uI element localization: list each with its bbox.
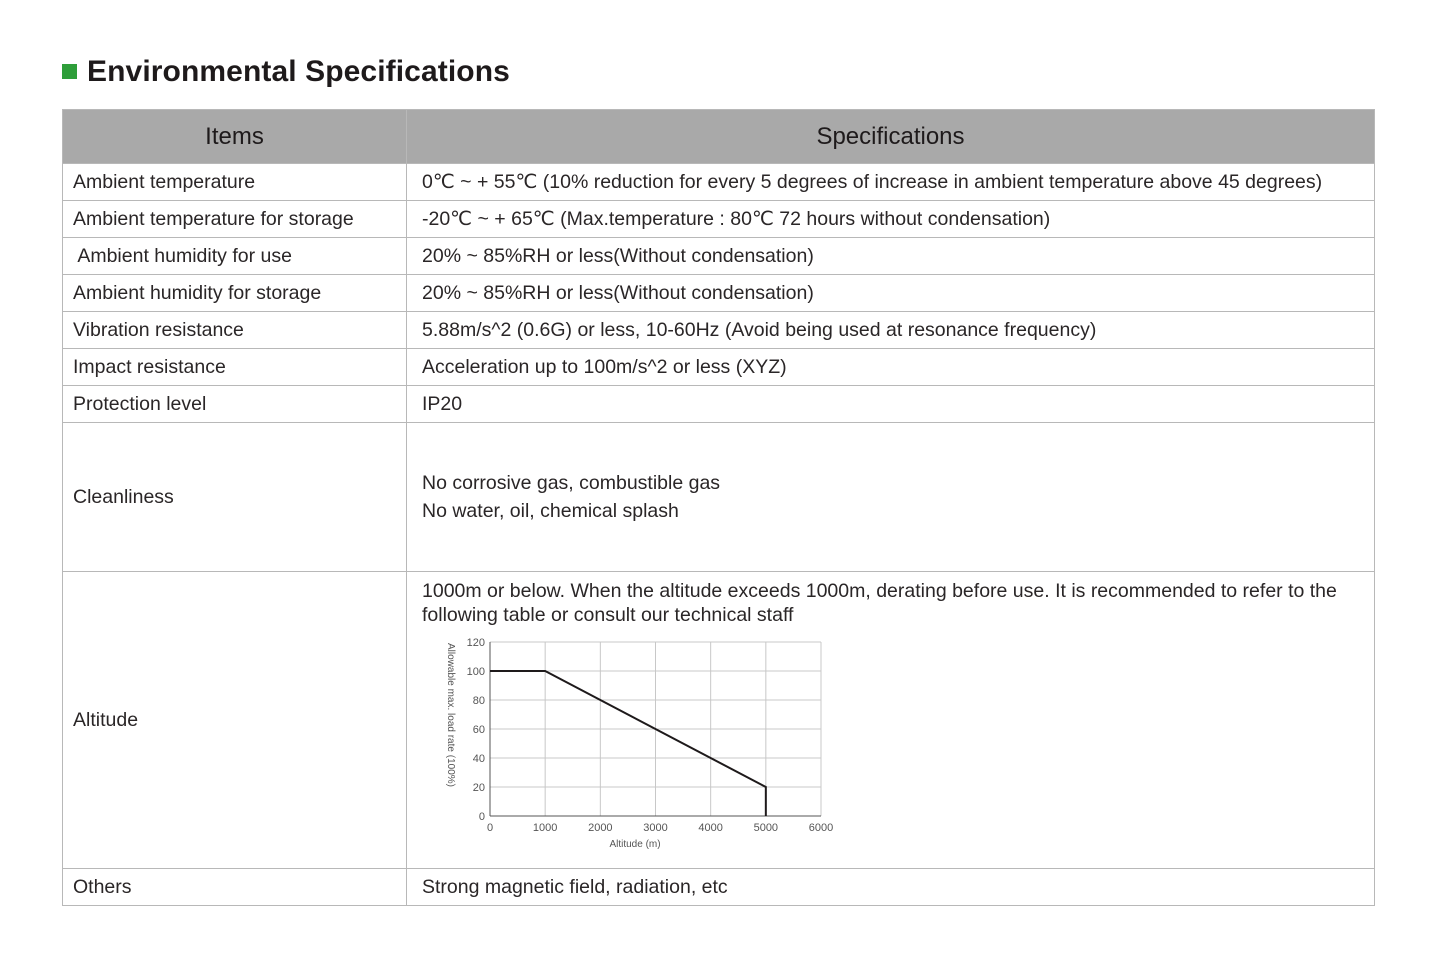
header-items: Items xyxy=(63,110,407,164)
x-tick-label: 3000 xyxy=(643,822,668,834)
green-square-icon xyxy=(62,64,77,79)
table-header-row xyxy=(63,110,1375,164)
row-item-label: Others xyxy=(63,869,407,906)
table-row xyxy=(63,869,1375,906)
x-tick-label: 0 xyxy=(486,822,494,834)
altitude-description: 1000m or below. When the altitude exceeds 1000m, derating before use. It is recommended to refer to the following table or consult our technical staff xyxy=(422,580,1337,626)
x-tick-label: 5000 xyxy=(753,822,779,834)
table-row xyxy=(63,238,1375,275)
row-spec-value: 20% ~ 85%RH or less(Without condensation) xyxy=(407,275,1375,312)
section-title xyxy=(62,52,510,92)
y-tick-label: 40 xyxy=(472,753,485,765)
row-spec-value xyxy=(407,423,1375,572)
y-tick-label: 100 xyxy=(466,666,485,678)
table-row-cleanliness xyxy=(63,423,1375,572)
y-tick-label: 60 xyxy=(472,724,485,736)
y-axis-label: Allowable max. load rate (100%) xyxy=(445,643,456,787)
row-spec-value: Acceleration up to 100m/s^2 or less (XYZ) xyxy=(407,349,1375,386)
table-row xyxy=(63,312,1375,349)
x-tick-label: 4000 xyxy=(698,822,723,834)
table-row xyxy=(63,275,1375,312)
y-tick-label: 0 xyxy=(478,811,485,823)
row-spec-value: 5.88m/s^2 (0.6G) or less, 10-60Hz (Avoid being used at resonance frequency) xyxy=(407,312,1375,349)
row-spec-value: 0℃ ~ + 55℃ (10% reduction for every 5 degrees of increase in ambient temperature above 45 degrees) xyxy=(407,164,1375,201)
table-row xyxy=(63,386,1375,423)
x-tick-label: 6000 xyxy=(808,822,834,834)
chart-svg xyxy=(422,632,834,854)
table-row-altitude xyxy=(63,572,1375,869)
row-spec-value xyxy=(407,572,1375,869)
y-tick-label: 120 xyxy=(466,637,485,649)
table-row xyxy=(63,349,1375,386)
row-item-label: Vibration resistance xyxy=(63,312,407,349)
page-title: Environmental Specifications xyxy=(87,55,510,88)
cleanliness-line: No water, oil, chemical splash xyxy=(422,500,679,522)
spec-table xyxy=(62,109,1375,906)
altitude-derating-chart xyxy=(422,632,834,854)
row-item-label: Impact resistance xyxy=(63,349,407,386)
row-item-label: Ambient humidity for use xyxy=(63,238,407,275)
x-tick-label: 2000 xyxy=(588,822,613,834)
row-spec-value: IP20 xyxy=(407,386,1375,423)
row-spec-value: 20% ~ 85%RH or less(Without condensation) xyxy=(407,238,1375,275)
row-item-label: Ambient temperature xyxy=(63,164,407,201)
y-tick-label: 20 xyxy=(472,782,485,794)
x-axis-label: Altitude (m) xyxy=(609,839,661,850)
table-row xyxy=(63,164,1375,201)
row-spec-value: Strong magnetic field, radiation, etc xyxy=(407,869,1375,906)
row-item-label: Ambient temperature for storage xyxy=(63,201,407,238)
row-item-label: Altitude xyxy=(63,572,407,869)
row-item-label: Ambient humidity for storage xyxy=(63,275,407,312)
y-tick-label: 80 xyxy=(472,695,485,707)
header-specifications: Specifications xyxy=(407,110,1375,164)
row-item-label: Cleanliness xyxy=(63,423,407,572)
cleanliness-line: No corrosive gas, combustible gas xyxy=(422,472,721,494)
series-line xyxy=(490,671,766,816)
table-row xyxy=(63,201,1375,238)
x-tick-label: 1000 xyxy=(532,822,558,834)
row-item-label: Protection level xyxy=(63,386,407,423)
row-spec-value: -20℃ ~ + 65℃ (Max.temperature : 80℃ 72 hours without condensation) xyxy=(407,201,1375,238)
